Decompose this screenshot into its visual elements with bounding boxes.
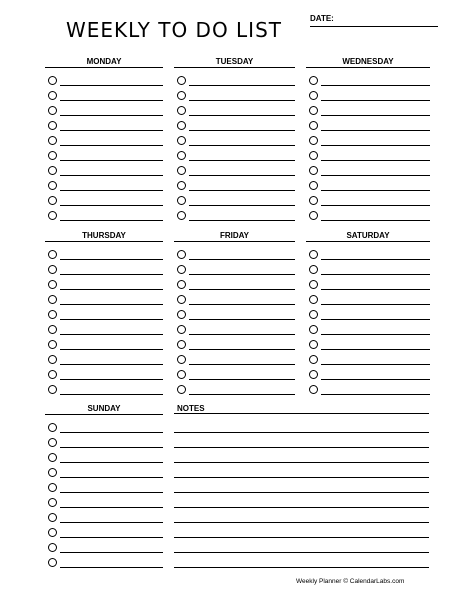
task-line[interactable] (60, 85, 163, 86)
task-row (45, 554, 163, 569)
checkbox-circle-icon[interactable] (48, 423, 57, 432)
task-line[interactable] (60, 289, 163, 290)
task-row (45, 509, 163, 524)
task-line[interactable] (60, 552, 163, 553)
checkbox-circle-icon[interactable] (177, 250, 186, 259)
checkbox-circle-icon[interactable] (309, 106, 318, 115)
checkbox-circle-icon[interactable] (48, 121, 57, 130)
day-header: WEDNESDAY (306, 57, 430, 68)
note-line[interactable] (174, 524, 429, 539)
checkbox-circle-icon[interactable] (309, 136, 318, 145)
checkbox-circle-icon[interactable] (309, 211, 318, 220)
task-row (174, 192, 295, 207)
checkbox-circle-icon[interactable] (48, 468, 57, 477)
task-line[interactable] (60, 274, 163, 275)
task-line[interactable] (321, 319, 430, 320)
task-row (306, 306, 430, 321)
task-row (174, 306, 295, 321)
task-row (174, 72, 295, 87)
task-line[interactable] (60, 447, 163, 448)
task-row (174, 147, 295, 162)
task-row (174, 117, 295, 132)
checkbox-circle-icon[interactable] (309, 91, 318, 100)
task-list (174, 72, 295, 222)
task-row (45, 351, 163, 366)
task-row (45, 162, 163, 177)
checkbox-circle-icon[interactable] (177, 136, 186, 145)
notes-header: NOTES (174, 404, 429, 414)
checkbox-circle-icon[interactable] (177, 355, 186, 364)
task-row (45, 132, 163, 147)
task-row (174, 132, 295, 147)
checkbox-circle-icon[interactable] (177, 166, 186, 175)
task-line[interactable] (60, 394, 163, 395)
task-line[interactable] (189, 175, 295, 176)
task-line[interactable] (60, 567, 163, 568)
task-row (174, 366, 295, 381)
note-line[interactable] (174, 479, 429, 494)
checkbox-circle-icon[interactable] (177, 295, 186, 304)
task-line[interactable] (189, 130, 295, 131)
task-row (45, 366, 163, 381)
checkbox-circle-icon[interactable] (309, 250, 318, 259)
task-row (306, 87, 430, 102)
task-row (45, 539, 163, 554)
task-line[interactable] (321, 100, 430, 101)
task-line[interactable] (189, 364, 295, 365)
checkbox-circle-icon[interactable] (48, 498, 57, 507)
note-line[interactable] (174, 449, 429, 464)
checkbox-circle-icon[interactable] (48, 543, 57, 552)
task-line[interactable] (321, 115, 430, 116)
checkbox-circle-icon[interactable] (309, 196, 318, 205)
checkbox-circle-icon[interactable] (309, 181, 318, 190)
day-header: FRIDAY (174, 231, 295, 242)
task-row (306, 207, 430, 222)
task-row (45, 464, 163, 479)
task-row (306, 246, 430, 261)
checkbox-circle-icon[interactable] (177, 280, 186, 289)
task-line[interactable] (60, 462, 163, 463)
checkbox-circle-icon[interactable] (177, 106, 186, 115)
task-row (306, 261, 430, 276)
checkbox-circle-icon[interactable] (48, 151, 57, 160)
note-line[interactable] (174, 419, 429, 434)
task-row (306, 336, 430, 351)
checkbox-circle-icon[interactable] (48, 250, 57, 259)
task-row (306, 177, 430, 192)
task-row (174, 336, 295, 351)
note-line[interactable] (174, 554, 429, 569)
checkbox-circle-icon[interactable] (177, 91, 186, 100)
task-line[interactable] (60, 492, 163, 493)
task-line[interactable] (60, 205, 163, 206)
task-line[interactable] (60, 522, 163, 523)
task-row (174, 381, 295, 396)
task-list (306, 72, 430, 222)
task-line[interactable] (321, 364, 430, 365)
task-row (45, 207, 163, 222)
task-line[interactable] (321, 175, 430, 176)
checkbox-circle-icon[interactable] (177, 181, 186, 190)
day-header: THURSDAY (45, 231, 163, 242)
task-line[interactable] (321, 334, 430, 335)
day-header: SUNDAY (45, 404, 163, 415)
task-list (45, 72, 163, 222)
date-label: DATE: (310, 14, 334, 23)
note-line[interactable] (174, 509, 429, 524)
task-row (174, 291, 295, 306)
task-row (45, 261, 163, 276)
task-line[interactable] (189, 100, 295, 101)
checkbox-circle-icon[interactable] (48, 166, 57, 175)
checkbox-circle-icon[interactable] (309, 385, 318, 394)
task-row (174, 207, 295, 222)
task-row (306, 117, 430, 132)
checkbox-circle-icon[interactable] (48, 136, 57, 145)
task-line[interactable] (189, 319, 295, 320)
task-line[interactable] (60, 175, 163, 176)
checkbox-circle-icon[interactable] (48, 340, 57, 349)
checkbox-circle-icon[interactable] (309, 370, 318, 379)
task-row (45, 321, 163, 336)
task-line[interactable] (60, 379, 163, 380)
task-row (174, 246, 295, 261)
task-row (174, 162, 295, 177)
checkbox-circle-icon[interactable] (309, 76, 318, 85)
checkbox-circle-icon[interactable] (309, 265, 318, 274)
task-list (45, 419, 163, 569)
task-line[interactable] (321, 289, 430, 290)
task-line[interactable] (189, 85, 295, 86)
task-row (45, 117, 163, 132)
task-line[interactable] (60, 130, 163, 131)
task-line[interactable] (60, 537, 163, 538)
task-row (306, 147, 430, 162)
checkbox-circle-icon[interactable] (177, 196, 186, 205)
checkbox-circle-icon[interactable] (177, 121, 186, 130)
checkbox-circle-icon[interactable] (177, 76, 186, 85)
task-row (174, 276, 295, 291)
checkbox-circle-icon[interactable] (177, 310, 186, 319)
task-row (45, 434, 163, 449)
task-row (45, 419, 163, 434)
checkbox-circle-icon[interactable] (48, 355, 57, 364)
task-row (174, 261, 295, 276)
task-row (45, 381, 163, 396)
checkbox-circle-icon[interactable] (177, 325, 186, 334)
checkbox-circle-icon[interactable] (177, 370, 186, 379)
checkbox-circle-icon[interactable] (309, 340, 318, 349)
checkbox-circle-icon[interactable] (309, 310, 318, 319)
task-row (174, 321, 295, 336)
task-line[interactable] (189, 160, 295, 161)
checkbox-circle-icon[interactable] (309, 151, 318, 160)
checkbox-circle-icon[interactable] (48, 385, 57, 394)
task-line[interactable] (321, 259, 430, 260)
note-line[interactable] (174, 494, 429, 509)
checkbox-circle-icon[interactable] (48, 211, 57, 220)
checkbox-circle-icon[interactable] (309, 280, 318, 289)
task-line[interactable] (60, 319, 163, 320)
task-line[interactable] (189, 349, 295, 350)
task-row (306, 162, 430, 177)
task-row (306, 132, 430, 147)
task-line[interactable] (189, 379, 295, 380)
task-row (306, 381, 430, 396)
footer-text: Weekly Planner © CalendarLabs.com (296, 578, 405, 585)
task-line[interactable] (189, 205, 295, 206)
day-header: TUESDAY (174, 57, 295, 68)
task-row (45, 87, 163, 102)
checkbox-circle-icon[interactable] (309, 121, 318, 130)
task-line[interactable] (60, 304, 163, 305)
task-line[interactable] (321, 205, 430, 206)
task-row (174, 87, 295, 102)
task-row (306, 72, 430, 87)
note-line[interactable] (174, 434, 429, 449)
checkbox-circle-icon[interactable] (48, 325, 57, 334)
task-line[interactable] (60, 190, 163, 191)
notes-lines (174, 419, 429, 569)
task-line[interactable] (60, 220, 163, 221)
task-row (45, 306, 163, 321)
checkbox-circle-icon[interactable] (48, 513, 57, 522)
task-row (45, 246, 163, 261)
checkbox-circle-icon[interactable] (48, 483, 57, 492)
task-line[interactable] (321, 394, 430, 395)
task-line[interactable] (189, 289, 295, 290)
task-row (306, 366, 430, 381)
task-row (45, 494, 163, 509)
checkbox-circle-icon[interactable] (48, 106, 57, 115)
checkbox-circle-icon[interactable] (48, 370, 57, 379)
task-row (45, 291, 163, 306)
task-line[interactable] (189, 394, 295, 395)
checkbox-circle-icon[interactable] (48, 91, 57, 100)
task-line[interactable] (60, 100, 163, 101)
day-header: MONDAY (45, 57, 163, 68)
checkbox-circle-icon[interactable] (48, 196, 57, 205)
task-line[interactable] (321, 274, 430, 275)
checkbox-circle-icon[interactable] (177, 385, 186, 394)
task-row (45, 479, 163, 494)
task-row (45, 336, 163, 351)
checkbox-circle-icon[interactable] (309, 295, 318, 304)
task-line[interactable] (321, 85, 430, 86)
note-line[interactable] (174, 539, 429, 554)
task-line[interactable] (321, 160, 430, 161)
checkbox-circle-icon[interactable] (177, 151, 186, 160)
task-line[interactable] (60, 364, 163, 365)
task-row (174, 102, 295, 117)
task-row (45, 192, 163, 207)
checkbox-circle-icon[interactable] (309, 355, 318, 364)
task-list (174, 246, 295, 396)
checkbox-circle-icon[interactable] (48, 438, 57, 447)
task-line[interactable] (189, 274, 295, 275)
day-header: SATURDAY (306, 231, 430, 242)
task-line[interactable] (60, 349, 163, 350)
task-line[interactable] (189, 115, 295, 116)
task-line[interactable] (189, 190, 295, 191)
task-line[interactable] (60, 145, 163, 146)
task-line[interactable] (189, 220, 295, 221)
date-field[interactable] (310, 14, 438, 27)
checkbox-circle-icon[interactable] (48, 265, 57, 274)
task-row (45, 449, 163, 464)
task-row (45, 276, 163, 291)
checkbox-circle-icon[interactable] (48, 453, 57, 462)
task-line[interactable] (60, 115, 163, 116)
task-line[interactable] (321, 220, 430, 221)
checkbox-circle-icon[interactable] (309, 325, 318, 334)
task-line[interactable] (189, 145, 295, 146)
checkbox-circle-icon[interactable] (177, 265, 186, 274)
task-line[interactable] (60, 477, 163, 478)
page-title: WEEKLY TO DO LIST (66, 18, 282, 42)
task-line[interactable] (321, 349, 430, 350)
task-row (306, 291, 430, 306)
task-line[interactable] (189, 259, 295, 260)
task-row (306, 102, 430, 117)
task-row (45, 72, 163, 87)
task-line[interactable] (321, 145, 430, 146)
task-row (306, 192, 430, 207)
task-row (174, 177, 295, 192)
checkbox-circle-icon[interactable] (48, 280, 57, 289)
checkbox-circle-icon[interactable] (48, 76, 57, 85)
task-line[interactable] (321, 379, 430, 380)
checkbox-circle-icon[interactable] (48, 558, 57, 567)
task-list (45, 246, 163, 396)
checkbox-circle-icon[interactable] (48, 528, 57, 537)
task-line[interactable] (60, 507, 163, 508)
checkbox-circle-icon[interactable] (48, 295, 57, 304)
task-line[interactable] (60, 334, 163, 335)
task-row (45, 102, 163, 117)
checkbox-circle-icon[interactable] (177, 340, 186, 349)
task-row (306, 276, 430, 291)
task-list (306, 246, 430, 396)
task-line[interactable] (321, 130, 430, 131)
checkbox-circle-icon[interactable] (177, 211, 186, 220)
task-row (306, 351, 430, 366)
checkbox-circle-icon[interactable] (48, 181, 57, 190)
checkbox-circle-icon[interactable] (48, 310, 57, 319)
task-line[interactable] (189, 334, 295, 335)
task-line[interactable] (321, 190, 430, 191)
task-row (45, 177, 163, 192)
task-line[interactable] (189, 304, 295, 305)
task-row (174, 351, 295, 366)
task-row (306, 321, 430, 336)
note-line[interactable] (174, 464, 429, 479)
task-line[interactable] (60, 432, 163, 433)
task-line[interactable] (321, 304, 430, 305)
task-row (45, 147, 163, 162)
task-line[interactable] (60, 259, 163, 260)
task-line[interactable] (60, 160, 163, 161)
checkbox-circle-icon[interactable] (309, 166, 318, 175)
task-row (45, 524, 163, 539)
